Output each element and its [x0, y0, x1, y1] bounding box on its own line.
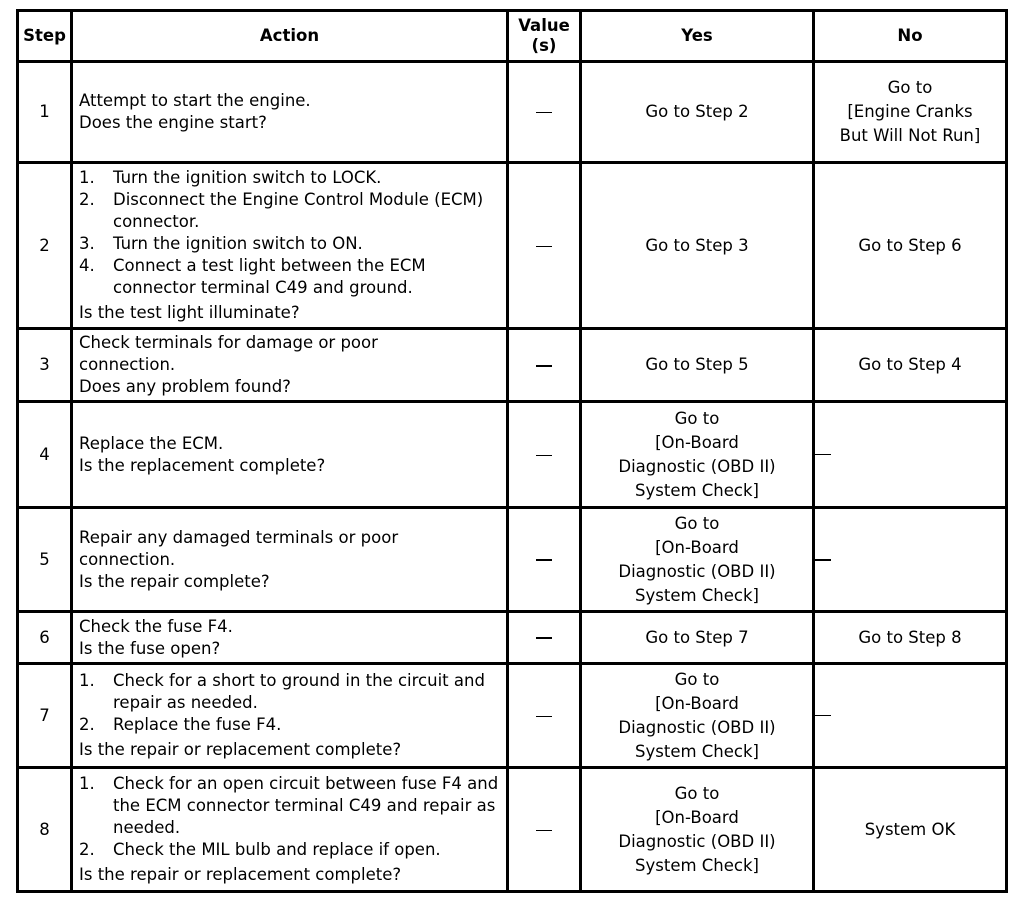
- step-number: 2: [18, 163, 72, 329]
- action-item-number: 2.: [79, 190, 95, 209]
- no-line: Go to: [887, 78, 933, 97]
- action-item-number: 1.: [79, 168, 95, 187]
- no-cell: [814, 664, 1007, 768]
- action-item-text: Turn the ignition switch to LOCK.: [113, 168, 382, 187]
- action-item-number: 1.: [79, 774, 95, 793]
- action-line: Is the repair complete?: [79, 571, 270, 591]
- no-cell: [814, 402, 1007, 508]
- action-list-item: [79, 773, 502, 839]
- step-number: 5: [18, 508, 72, 612]
- value-cell: [508, 329, 581, 402]
- yes-cell: [581, 62, 814, 163]
- no-line: Go to Step 8: [858, 627, 962, 647]
- action-line: Attempt to start the engine.: [79, 91, 311, 110]
- yes-line: Go to: [674, 783, 720, 803]
- action-item-text: Replace the fuse F4.: [113, 715, 282, 734]
- action-line: Check terminals for damage or poor: [79, 333, 378, 352]
- yes-line: Go to Step 5: [645, 355, 749, 374]
- no-line: Go to Step 4: [858, 355, 962, 374]
- yes-cell: [581, 402, 814, 508]
- yes-line: Go to Step 2: [645, 102, 749, 121]
- no-cell: [814, 62, 1007, 163]
- no-line: System OK: [864, 819, 956, 839]
- yes-line: Go to Step 3: [645, 235, 749, 255]
- yes-line: Go to: [674, 669, 720, 689]
- action-item-number: 2.: [79, 840, 95, 859]
- table-row: [18, 163, 1007, 329]
- step-number: 4: [18, 402, 72, 508]
- action-list-item: [79, 167, 502, 189]
- value-dash: [536, 365, 552, 367]
- action-item-number: 3.: [79, 234, 95, 253]
- yes-line: Go to: [674, 513, 720, 533]
- yes-line: System Check]: [635, 855, 759, 875]
- yes-line: System Check]: [635, 585, 759, 605]
- header-value: [508, 11, 581, 62]
- yes-line: Diagnostic (OBD II): [618, 717, 776, 737]
- value-cell: [508, 62, 581, 163]
- no-line: Go to Step 6: [858, 235, 962, 255]
- yes-cell: [581, 768, 814, 892]
- yes-cell: [581, 612, 814, 664]
- action-cell: [72, 508, 508, 612]
- value-dash: [536, 455, 552, 456]
- yes-cell: [581, 664, 814, 768]
- header-action: Action: [72, 11, 508, 62]
- table-row: [18, 508, 1007, 612]
- yes-line: System Check]: [635, 741, 759, 761]
- action-list-item: [79, 233, 502, 255]
- yes-line: Go to: [674, 408, 720, 428]
- action-question: Is the repair or replacement complete?: [79, 865, 402, 884]
- action-cell: [72, 768, 508, 892]
- action-line: Replace the ECM.: [79, 433, 224, 453]
- action-list-item: [79, 189, 502, 233]
- value-cell: [508, 768, 581, 892]
- action-item-text: Connect a test light between the ECM connector terminal C49 and ground.: [113, 256, 426, 297]
- step-number: 8: [18, 768, 72, 892]
- action-line: connection.: [79, 549, 176, 569]
- action-cell: [72, 402, 508, 508]
- step-number: 1: [18, 62, 72, 163]
- value-cell: [508, 402, 581, 508]
- step-number: 6: [18, 612, 72, 664]
- action-item-number: 1.: [79, 671, 95, 690]
- action-item-text: Check for an open circuit between fuse F4 and the ECM connector terminal C49 and repair as needed.: [113, 774, 499, 837]
- no-cell: [814, 612, 1007, 664]
- action-list-item: [79, 714, 502, 736]
- action-list-item: [79, 670, 502, 714]
- value-dash: [536, 559, 552, 561]
- action-item-number: 2.: [79, 715, 95, 734]
- no-dash: [815, 559, 831, 561]
- no-line: But Will Not Run]: [839, 126, 981, 145]
- step-number: 3: [18, 329, 72, 402]
- header-value-line1: Value: [518, 16, 570, 35]
- value-dash: [536, 716, 552, 717]
- value-cell: [508, 612, 581, 664]
- action-line: Does the engine start?: [79, 113, 267, 132]
- action-cell: [72, 329, 508, 402]
- value-dash: [536, 637, 552, 639]
- yes-line: Diagnostic (OBD II): [618, 456, 776, 476]
- yes-line: Diagnostic (OBD II): [618, 561, 776, 581]
- yes-line: [On-Board: [655, 693, 739, 713]
- action-list-item: [79, 255, 502, 299]
- yes-line: [On-Board: [655, 432, 739, 452]
- no-cell: [814, 329, 1007, 402]
- action-item-text: Check the MIL bulb and replace if open.: [113, 840, 441, 859]
- action-line: Does any problem found?: [79, 377, 291, 396]
- yes-line: [On-Board: [655, 807, 739, 827]
- action-line: connection.: [79, 355, 176, 374]
- yes-cell: [581, 329, 814, 402]
- header-yes: Yes: [581, 11, 814, 62]
- value-cell: [508, 508, 581, 612]
- no-cell: [814, 163, 1007, 329]
- action-cell: [72, 163, 508, 329]
- header-row: [18, 11, 1007, 62]
- table-row: [18, 768, 1007, 892]
- action-item-text: Turn the ignition switch to ON.: [113, 234, 363, 253]
- table-row: [18, 402, 1007, 508]
- action-cell: [72, 664, 508, 768]
- step-number: 7: [18, 664, 72, 768]
- value-dash: [536, 830, 552, 831]
- value-cell: [508, 664, 581, 768]
- no-dash: [815, 454, 831, 455]
- header-no: No: [814, 11, 1007, 62]
- action-item-text: Disconnect the Engine Control Module (ECM) connector.: [113, 190, 484, 231]
- action-line: Is the fuse open?: [79, 638, 221, 658]
- table-row: [18, 62, 1007, 163]
- yes-line: Diagnostic (OBD II): [618, 831, 776, 851]
- header-value-line2: (s): [531, 36, 557, 55]
- yes-line: [On-Board: [655, 537, 739, 557]
- value-cell: [508, 163, 581, 329]
- action-cell: [72, 62, 508, 163]
- diagnostic-table: [16, 9, 1008, 893]
- yes-line: System Check]: [635, 480, 759, 500]
- value-dash: [536, 246, 552, 247]
- action-line: Repair any damaged terminals or poor: [79, 527, 399, 547]
- no-dash: [815, 715, 831, 716]
- action-cell: [72, 612, 508, 664]
- no-cell: [814, 768, 1007, 892]
- no-line: [Engine Cranks: [847, 102, 973, 121]
- header-step: Step: [18, 11, 72, 62]
- table-row: [18, 329, 1007, 402]
- no-cell: [814, 508, 1007, 612]
- yes-cell: [581, 163, 814, 329]
- action-line: Check the fuse F4.: [79, 616, 233, 636]
- action-question: Is the repair or replacement complete?: [79, 740, 402, 759]
- action-item-number: 4.: [79, 256, 95, 275]
- table-row: [18, 664, 1007, 768]
- table-row: [18, 612, 1007, 664]
- value-dash: [536, 112, 552, 113]
- yes-line: Go to Step 7: [645, 627, 749, 647]
- action-question: Is the test light illuminate?: [79, 303, 300, 322]
- yes-cell: [581, 508, 814, 612]
- action-line: Is the replacement complete?: [79, 455, 326, 475]
- action-item-text: Check for a short to ground in the circuit and repair as needed.: [113, 671, 485, 712]
- action-list-item: [79, 839, 502, 861]
